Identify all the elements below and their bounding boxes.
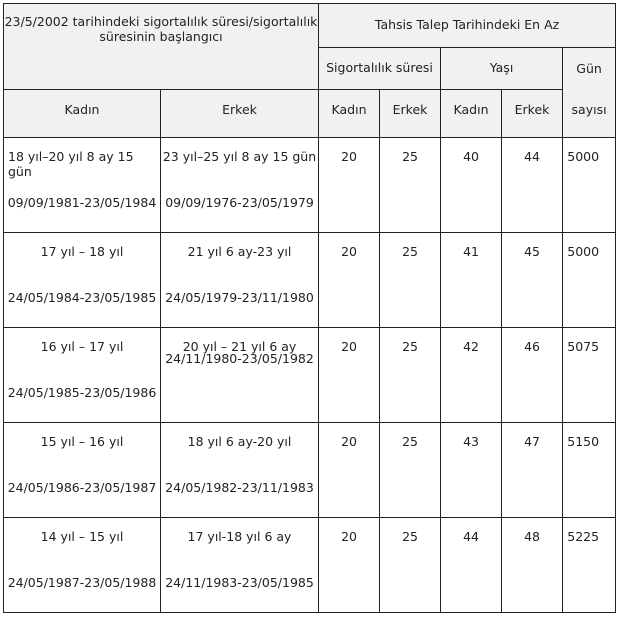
age-women-value: 42 bbox=[441, 328, 502, 423]
insurance-women-value: 20 bbox=[319, 233, 380, 328]
insurance-men-value: 25 bbox=[380, 518, 441, 613]
age-women-header: Kadın bbox=[441, 90, 502, 138]
women-dates: 24/05/1986-23/05/1987 bbox=[7, 480, 157, 495]
men-period: 18 yıl 6 ay-20 yıl bbox=[187, 434, 292, 449]
table-row bbox=[4, 423, 616, 518]
insurance-men-value: 25 bbox=[380, 138, 441, 233]
men-dates: 24/05/1979-23/11/1980 bbox=[165, 290, 314, 305]
table-row bbox=[4, 328, 616, 423]
insurance-women-value: 20 bbox=[319, 518, 380, 613]
age-men-value: 45 bbox=[502, 233, 563, 328]
insurance-men-value: 25 bbox=[380, 328, 441, 423]
women-period: 17 yıl – 18 yıl bbox=[40, 244, 124, 259]
men-period-header: Erkek bbox=[161, 90, 319, 138]
women-period-cell bbox=[4, 138, 161, 233]
insurance-men-header: Erkek bbox=[380, 90, 441, 138]
age-men-value: 44 bbox=[502, 138, 563, 233]
men-period: 23 yıl–25 yıl 8 ay 15 gün bbox=[162, 149, 317, 164]
women-dates: 24/05/1985-23/05/1986 bbox=[7, 385, 157, 400]
days-value: 5150 bbox=[563, 423, 616, 518]
men-period: 20 yıl – 21 yıl 6 ay bbox=[182, 339, 297, 354]
women-period-cell bbox=[4, 423, 161, 518]
women-period-cell bbox=[4, 328, 161, 423]
insurance-women-header: Kadın bbox=[319, 90, 380, 138]
insurance-women-value: 20 bbox=[319, 138, 380, 233]
women-dates: 09/09/1981-23/05/1984 bbox=[7, 195, 157, 210]
days-header-bottom: sayısı bbox=[563, 90, 616, 138]
men-period-cell bbox=[161, 423, 319, 518]
period-header: 23/5/2002 tarihindeki sigortalılık süresi/sigortalılık süresinin başlangıcı bbox=[4, 4, 319, 90]
table-row bbox=[4, 233, 616, 328]
days-value: 5000 bbox=[563, 138, 616, 233]
insurance-men-value: 25 bbox=[380, 423, 441, 518]
age-men-value: 46 bbox=[502, 328, 563, 423]
age-women-value: 44 bbox=[441, 518, 502, 613]
insurance-women-value: 20 bbox=[319, 328, 380, 423]
age-men-value: 48 bbox=[502, 518, 563, 613]
men-dates: 24/05/1982-23/11/1983 bbox=[165, 480, 314, 495]
table-row bbox=[4, 138, 616, 233]
days-value: 5225 bbox=[563, 518, 616, 613]
women-period-cell bbox=[4, 518, 161, 613]
age-women-value: 40 bbox=[441, 138, 502, 233]
men-period-cell bbox=[161, 138, 319, 233]
age-men-value: 47 bbox=[502, 423, 563, 518]
table-row bbox=[4, 518, 616, 613]
men-period-cell bbox=[161, 328, 319, 423]
age-women-value: 43 bbox=[441, 423, 502, 518]
insurance-women-value: 20 bbox=[319, 423, 380, 518]
men-dates: 24/11/1983-23/05/1985 bbox=[165, 575, 314, 590]
age-men-header: Erkek bbox=[502, 90, 563, 138]
women-period: 18 yıl–20 yıl 8 ay 15 gün bbox=[8, 149, 134, 179]
men-dates: 09/09/1976-23/05/1979 bbox=[165, 195, 314, 210]
women-dates: 24/05/1984-23/05/1985 bbox=[7, 290, 157, 305]
days-value: 5000 bbox=[563, 233, 616, 328]
age-women-value: 41 bbox=[441, 233, 502, 328]
days-value: 5075 bbox=[563, 328, 616, 423]
men-period-cell bbox=[161, 233, 319, 328]
insurance-period-header: Sigortalılık süresi bbox=[319, 48, 441, 90]
men-period: 17 yıl-18 yıl 6 ay bbox=[187, 529, 292, 544]
retirement-requirements-table bbox=[3, 3, 616, 613]
women-period: 15 yıl – 16 yıl bbox=[40, 434, 124, 449]
men-dates: 24/11/1980-23/05/1982 bbox=[165, 351, 314, 366]
women-period-cell bbox=[4, 233, 161, 328]
women-dates: 24/05/1987-23/05/1988 bbox=[7, 575, 157, 590]
men-period-cell bbox=[161, 518, 319, 613]
days-header-top: Gün bbox=[563, 48, 616, 90]
women-period: 16 yıl – 17 yıl bbox=[40, 339, 124, 354]
men-period: 21 yıl 6 ay-23 yıl bbox=[187, 244, 292, 259]
women-period: 14 yıl – 15 yıl bbox=[40, 529, 124, 544]
women-period-header: Kadın bbox=[4, 90, 161, 138]
request-date-header: Tahsis Talep Tarihindeki En Az bbox=[319, 4, 616, 48]
insurance-men-value: 25 bbox=[380, 233, 441, 328]
age-header: Yaşı bbox=[441, 48, 563, 90]
